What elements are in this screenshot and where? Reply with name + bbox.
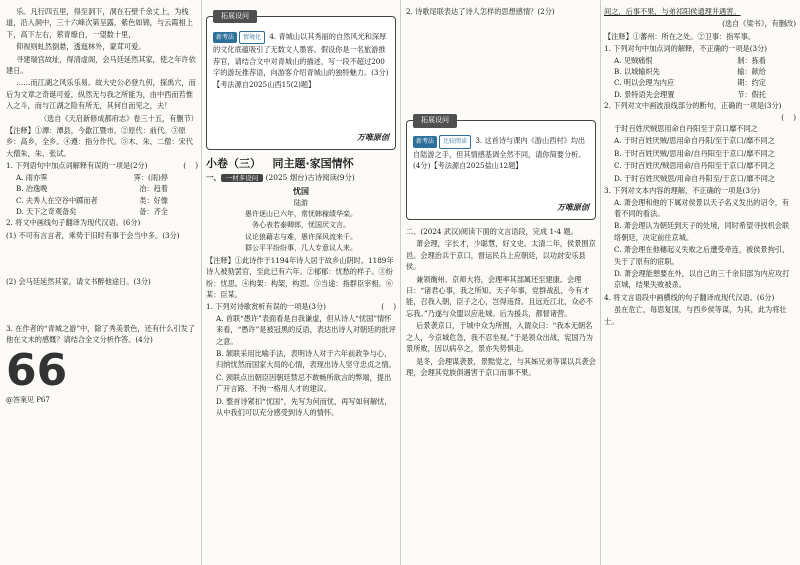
option-b: B. 以城输炽先 <box>614 67 660 77</box>
part-pill: 一材多设问 <box>221 174 264 182</box>
brand-mark: 万唯原创 <box>357 133 389 143</box>
passage-paragraph: 萧会理，字长才，少聪慧，好文史。太清二年，侯景围京邑。会理治兵于京口，督运民兵上应朝廷，以功封安乐县侯。 <box>406 239 596 272</box>
option-c: C. 明以会理为内应 <box>614 78 675 88</box>
option-d: D. 整首诗紧扣“忧国”，先写为何而忧，再写如何解忧，从中我们可以充分感受到诗人的情怀。 <box>216 396 392 417</box>
option-a: A. 见贼痛恨 <box>614 55 653 65</box>
brand-mark: 万唯原创 <box>557 202 589 212</box>
answer-space[interactable] <box>6 289 198 323</box>
notes: 【注释】①潭：潭县，今歙江暨市。②原代：前代。③原乡：高乡，全乡。④遵：指分作代。⑤木、朱、二僧：宋代大僧朱，朱、张试。 <box>6 126 193 158</box>
option-d: D. 天下之奇观备矣 <box>16 206 77 216</box>
page-number: 66 <box>6 345 68 397</box>
notes: 【注释】①蕃州：所在之处。②卫事：指军事。 <box>604 31 755 41</box>
option-c: C. 萧会理在他穗起义失败之后遭受牵连，被侯景拘引，失于了原有的宦职。 <box>614 245 790 266</box>
intro-paragraph: 乐。凡行四五里，得至洞下，洞在石壁千余丈上，为栈道，沿入洞中，三十六峰次第呈露，紫色如锦，与云霞相上下，高下左右，萦青缭白，一望数十里， <box>6 7 193 39</box>
option-c: C. 于时百姓厌/贼思用命/自丹阳至于京口/靡不同之 <box>614 161 775 171</box>
intro-paragraph: 寻建瑞宫故址，得清虚阁，会马廷延然其家，使之年许依建日。 <box>6 54 196 76</box>
source-line: (选自《梁书》，有删改) <box>722 19 796 29</box>
poem-line: 群公平平纷纷事，几人专意议人来。 <box>245 244 357 253</box>
question-1 <box>604 43 796 54</box>
intro-paragraph: 仰视则虬然倒悬，透迤林外，蒙茸可爱。 <box>16 42 146 52</box>
column-2 <box>206 6 396 419</box>
passage-end: 间之，后事不果，与弟祁阳侯通理并遇害。 <box>604 7 741 16</box>
option-row <box>604 89 796 100</box>
option-a-answer: 霁：(雨)停 <box>133 172 168 182</box>
passage-paragraph: 兼领衡州、京师大将，会理率其部属还至建康。会理曰：“诸君心事，我之所知。天子年事，党群战乱，今有才能，召我入朝，臣子之心，岂得违背。且远近江北，众必不忘我。”乃遂与众盟以应赴城。后为援兵，都督诸营。 <box>406 274 593 318</box>
compare-badge: 比较阅读 <box>439 135 471 148</box>
column-3 <box>406 6 596 379</box>
option-b-answer: 输：献给 <box>737 67 766 77</box>
question-text: 1. 下列对句中加点词的解释，不正确的一项是(3分) <box>604 44 768 54</box>
poem-question-1 <box>206 301 396 312</box>
extension-box <box>206 12 396 150</box>
answer-space[interactable] <box>213 90 389 130</box>
option-b: B. 萧会理认为朝廷到天子的处境，同时希望寻找机会联络朝廷，决定前往京城。 <box>614 221 790 242</box>
question-text: 1. 下列对诗歌赏析有误的一项是(3分) <box>206 302 326 312</box>
question-4: 4. 将文言语段中画横线的句子翻译成现代汉语。(6分) <box>604 292 775 302</box>
column-divider <box>400 0 401 565</box>
question-text: 2. 下列对文中画波浪线部分的断句，正确的一项是(3分) <box>604 101 782 111</box>
question-2b: (2) 会马廷延然其家，请文书醉他途日。(3分) <box>6 277 151 287</box>
passage-paragraph: 是冬，会理谋袭景，景黠觉之，与其姊兄弟等谋以兵袭会理，会理其党族俱遇害于京口而事不果。 <box>406 356 596 377</box>
section-subtitle: 同主题·家国情怀 <box>272 157 354 171</box>
option-b-answer: 冶：趋着 <box>139 184 168 194</box>
option-c-answer: 期：约定 <box>737 78 766 88</box>
new-method-badge: 新考法 <box>413 136 437 147</box>
question-text: 1. 下列语句中加点词解释有误的一项是(2分) <box>6 161 148 171</box>
context-badge: 情境化 <box>239 31 265 44</box>
answer-paren: ( ) <box>381 302 396 312</box>
box-question: 3. 这首诗与课内《游山西村》均出自陆游之手，但其情感基调全然不同，请你简要分析。(4分)【考法源自2025盐山12题】 <box>413 136 586 171</box>
answer-paren: ( ) <box>183 161 198 171</box>
option-a: A. 于时百姓厌贼/思用命自丹阳/至于京口/靡不同之 <box>614 136 775 146</box>
answer-space[interactable] <box>406 18 596 110</box>
option-b: B. 冶逸晚 <box>16 184 48 194</box>
question-3: 3. 在作者的“青城之游”中，除了秀美景色，还有什么引发了他在文末的感慨？请结合全文分析作答。(4分) <box>6 323 195 344</box>
poem-title: 忧国 <box>293 186 309 197</box>
option-row <box>6 183 198 194</box>
poem-line: 务心表若泰卿郎，忧国厌文言。 <box>252 221 350 230</box>
source-line: （选自《天启新修成都府志》卷三十五，有删节） <box>39 113 198 123</box>
option-b: B. 于时百姓厌贼/思用命/自丹阳至于京口/靡不同之 <box>614 148 775 158</box>
poem-line: 议论狼藉志与难，愚许深风流来千。 <box>245 232 357 241</box>
question-text: 3. 下列对文本内容的理解，不正确的一项是(3分) <box>604 186 760 196</box>
option-a-answer: 制：拣看 <box>737 55 766 65</box>
answer-reference: @答案见 P67 <box>6 396 50 405</box>
section-number: 小卷（三） <box>206 157 261 171</box>
column-divider <box>201 0 202 565</box>
answer-space[interactable] <box>413 172 589 200</box>
option-d: D. 景特语先会理置 <box>614 89 675 99</box>
option-b: B. 颔联采用比喻手法，表明诗人对于六年前政争与心，归纳忧然而国家大局的心情，表现出诗人坚守忠贞之情。 <box>216 348 396 370</box>
option-row <box>6 172 198 183</box>
option-row <box>604 77 796 88</box>
translation-sentence: 虽在危亡，每思复国，与西乡侯等谋，为其，此为将壮士。 <box>604 305 787 326</box>
option-row <box>6 195 198 206</box>
part-1-heading <box>206 172 396 184</box>
extension-box <box>406 116 596 220</box>
option-row <box>604 66 796 77</box>
question-2 <box>604 100 796 111</box>
poem-question-2: 2. 诗歌尾联表达了诗人怎样的思想感情？(2分) <box>406 7 555 16</box>
poem-line: 愚许逐山已六年，常忧韩稼绩华栾。 <box>245 210 357 219</box>
part-text: (2025 烟台)古诗阅读(9分) <box>265 172 355 182</box>
option-row <box>6 206 198 217</box>
question-3 <box>604 185 796 196</box>
answer-space[interactable] <box>6 242 198 276</box>
part-number: 一、 <box>206 172 221 182</box>
column-4 <box>604 6 796 328</box>
box-tab: 拓展设问 <box>413 114 457 127</box>
option-c-answer: 类：好像 <box>139 195 168 205</box>
column-1 <box>6 6 198 407</box>
intro-paragraph: ……而江湖之风乐乐易。故大史公必登九仞，探禹穴，而后为文章之奇诞可爱，纵然无与我之所能为，由中西而若惟入之斗，而与江湖之险有所无，其何自而见之，夫！ <box>6 78 196 111</box>
option-c: C. 颈联点出朝臣因朝廷禁忌不敢畅所欲言的弊端，提出广开言路、不拘一格用人才的建议。 <box>216 372 392 394</box>
answer-paren: ( ) <box>781 112 796 122</box>
passage-paragraph: 后景袭京口，于城中众为所围，入谓众曰：“我本无朝名之人，今京城危急，我不忍坐视。”于是领众出战，宪国乃为景所败，因以病卒之，景亦失势惧走。 <box>406 321 593 354</box>
option-d: D. 于时百姓厌贼思/用命自丹阳至/于京口/靡不同之 <box>614 173 776 183</box>
option-a: A. 首联“愚许”表面看是自我谦虚，但从诗人“忧国”情怀来看，“愚许”是被冠黑的反语，表达出诗人对朝廷的批评之意。 <box>216 313 396 346</box>
question-1 <box>6 160 198 171</box>
option-row <box>604 55 796 66</box>
poem-notes: 【注释】①此诗作于1194年诗人居于故乡山阴时。1189年诗人被劾罢官，至此已有六年。②郁郁：忧愁的样子。③纷纷：忧思。④构架：构架，构思。⑤当途：指群臣宰相。⑥某：臣某。 <box>206 255 394 299</box>
section-title <box>206 158 396 169</box>
question-2a: (1) 不可有言言者，乘势于旧时有事于会当中多。(3分) <box>6 230 180 240</box>
option-d: D. 萧会理能憩要在外，以自己的三千余旧部为内应攻打京城，结果失败被杀。 <box>614 268 790 290</box>
option-d-answer: 节：假托 <box>737 89 766 99</box>
question-2: 2. 将文中画线句子翻译为现代汉语。(6分) <box>6 218 141 228</box>
box-tab: 拓展设问 <box>213 10 257 23</box>
option-d-answer: 备：齐全 <box>139 206 168 216</box>
box-question: 4. 青城山以其秀丽的自然风光和深厚的文化底蕴吸引了无数文人墨客。假设你是一名旅游推荐官，请结合文中对青城山的描述，写一段不超过200字的游玩推荐语，向游客介绍青城山的独特魅力。(3分)【考法源自2025山西15(2)题】 <box>213 32 389 89</box>
poem-author: 陆游 <box>294 198 308 207</box>
option-c: C. 夫秀人在空谷中踯而者 <box>16 195 98 205</box>
option-a: A. 雨亦霁 <box>16 172 48 182</box>
question-stem: 于时百姓厌贼思用命自丹阳至于京口靡不同之 <box>614 124 758 134</box>
option-a: A. 萧会理和他的下属对侯景以天子名义发出的诏令，有着不同的看法。 <box>614 197 790 218</box>
column-divider <box>600 0 601 565</box>
new-method-badge: 新考法 <box>213 32 237 43</box>
part-2-heading: 二、(2024 武汉)阅读下面的文言语段，完成 1-4 题。 <box>406 227 578 237</box>
